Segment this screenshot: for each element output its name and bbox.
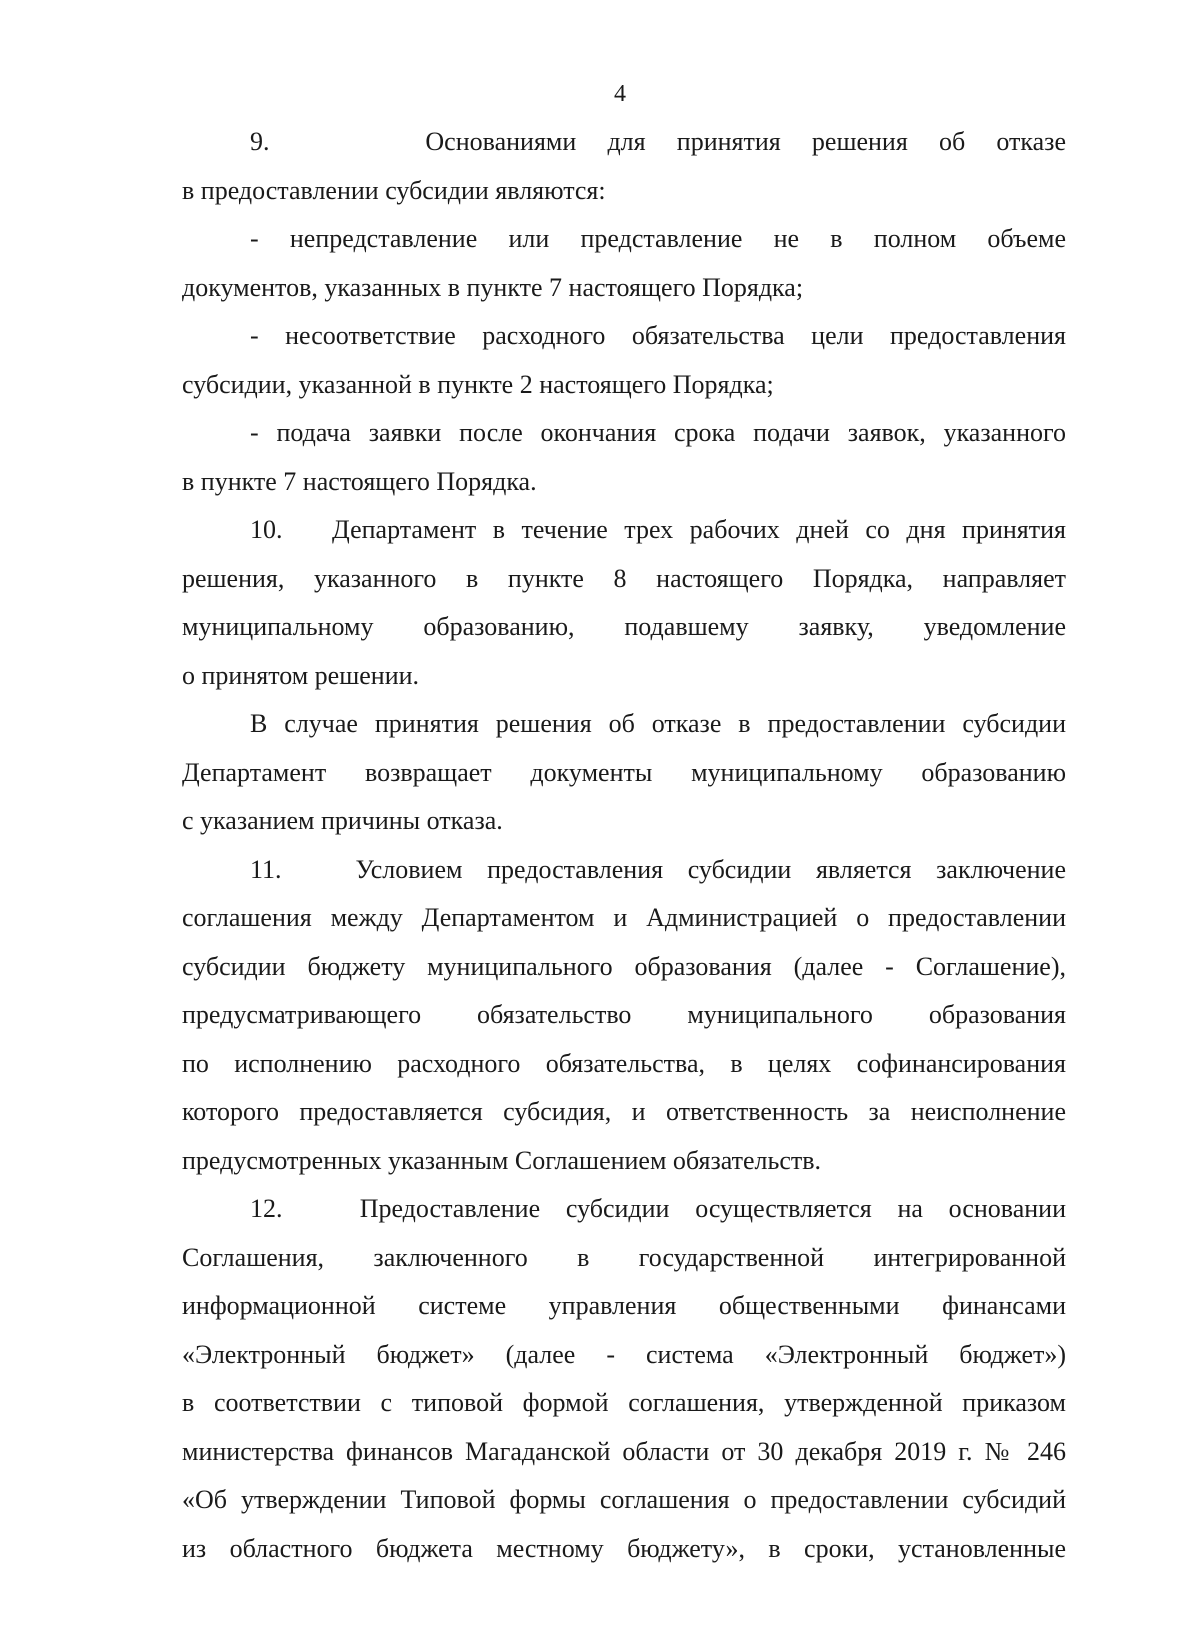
text-line: субсидии, указанной в пункте 2 настоящего Порядка; (182, 369, 774, 399)
text-line: министерства финансов Магаданской области от 30 декабря 2019 г. № 246 (182, 1436, 1066, 1466)
text-line: - подача заявки после окончания срока подачи заявок, указанного (250, 418, 1066, 447)
text-line: соглашения между Департаментом и Администрацией о предоставлении (182, 903, 1066, 932)
text-line: по исполнению расходного обязательства, в целях софинансирования (182, 1048, 1066, 1078)
paragraph (182, 506, 1066, 700)
text-line: о принятом решении. (182, 660, 420, 690)
text-line: 9. Основаниями для принятия решения об отказе (250, 127, 1066, 156)
text-line: в пункте 7 настоящего Порядка. (182, 466, 537, 496)
text-line: информационной системе управления общественными финансами (182, 1291, 1066, 1320)
text-line: В случае принятия решения об отказе в предоставлении субсидии (250, 709, 1066, 738)
paragraph (182, 846, 1066, 1186)
paragraph (182, 700, 1066, 846)
text-line: из областного бюджета местному бюджету», в сроки, установленные (182, 1533, 1066, 1563)
text-line: Департамент возвращает документы муниципальному образованию (182, 757, 1066, 787)
paragraph (182, 312, 1066, 409)
text-line: в соответствии с типовой формой соглашения, утвержденной приказом (182, 1388, 1066, 1417)
text-line: 11. Условием предоставления субсидии является заключение (250, 854, 1066, 884)
text-line: которого предоставляется субсидия, и ответственность за неисполнение (182, 1097, 1066, 1126)
paragraph (182, 215, 1066, 312)
text-line: решения, указанного в пункте 8 настоящего Порядка, направляет (182, 563, 1066, 593)
text-line: муниципальному образованию, подавшему заявку, уведомление (182, 612, 1066, 641)
paragraph (182, 409, 1066, 506)
text-line: документов, указанных в пункте 7 настоящего Порядка; (182, 272, 804, 302)
document-body (182, 118, 1066, 1573)
text-line: 12. Предоставление субсидии осуществляется на основании (250, 1194, 1066, 1223)
text-line: - несоответствие расходного обязательства цели предоставления (250, 321, 1066, 350)
paragraph (182, 118, 1066, 215)
text-line: - непредставление или представление не в полном объеме (250, 224, 1066, 253)
text-line: субсидии бюджету муниципального образования (далее - Соглашение), (182, 951, 1066, 981)
paragraph (182, 1185, 1066, 1573)
text-line: «Об утверждении Типовой формы соглашения о предоставлении субсидий (182, 1485, 1066, 1514)
text-line: предусмотренных указанным Соглашением обязательств. (182, 1145, 822, 1175)
text-line: 10. Департамент в течение трех рабочих дней со дня принятия (250, 515, 1066, 544)
text-line: «Электронный бюджет» (далее - система «Электронный бюджет») (182, 1339, 1066, 1369)
text-line: Соглашения, заключенного в государственной интегрированной (182, 1242, 1066, 1272)
page-number: 4 (614, 81, 626, 107)
text-line: с указанием причины отказа. (182, 806, 503, 835)
text-line: предусматривающего обязательство муниципального образования (182, 1000, 1066, 1029)
text-line: в предоставлении субсидии являются: (182, 175, 606, 205)
